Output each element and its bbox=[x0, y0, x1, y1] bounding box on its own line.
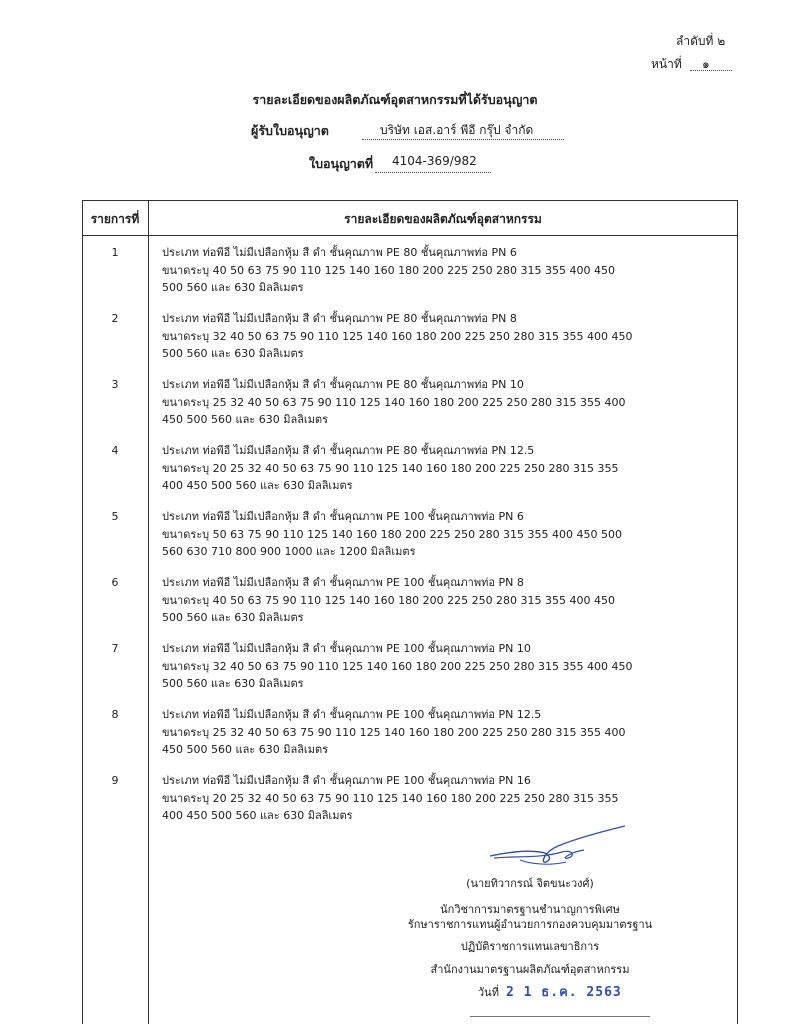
item-description bbox=[162, 640, 732, 693]
item-number: 1 bbox=[111, 246, 119, 259]
table-row bbox=[82, 372, 738, 438]
licensee-value: บริษัท เอส.อาร์ พีอี กรุ๊ป จำกัด bbox=[380, 123, 534, 137]
item-description bbox=[162, 244, 732, 297]
item-description bbox=[162, 574, 732, 627]
item-number: 5 bbox=[111, 510, 119, 523]
description-line: ประเภท ท่อพีอี ไม่มีเปลือกหุ้ม สี ดำ ชั้นคุณภาพ PE 80 ชั้นคุณภาพท่อ PN 10 bbox=[162, 378, 524, 391]
description-line: ประเภท ท่อพีอี ไม่มีเปลือกหุ้ม สี ดำ ชั้นคุณภาพ PE 80 ชั้นคุณภาพท่อ PN 12.5 bbox=[162, 444, 535, 457]
description-line: 450 500 560 และ 630 มิลลิเมตร bbox=[162, 413, 328, 426]
description-line: ขนาดระบุ 20 25 32 40 50 63 75 90 110 125 140 160 180 200 225 250 280 315 355 bbox=[162, 461, 619, 475]
item-description bbox=[162, 772, 732, 825]
licensee-underline bbox=[362, 139, 564, 140]
description-line: ขนาดระบุ 20 25 32 40 50 63 75 90 110 125 140 160 180 200 225 250 280 315 355 bbox=[162, 791, 619, 805]
table-row bbox=[82, 240, 738, 306]
description-line: ขนาดระบุ 25 32 40 50 63 75 90 110 125 140 160 180 200 225 250 280 315 355 400 bbox=[162, 395, 626, 409]
handwritten-signature bbox=[480, 822, 630, 872]
description-line: ประเภท ท่อพีอี ไม่มีเปลือกหุ้ม สี ดำ ชั้นคุณภาพ PE 100 ชั้นคุณภาพท่อ PN 6 bbox=[162, 510, 524, 523]
table-header-divider bbox=[82, 235, 738, 236]
description-line: 450 500 560 และ 630 มิลลิเมตร bbox=[162, 743, 328, 756]
signatory-on-behalf: ปฏิบัติราชการแทนเลขาธิการ bbox=[460, 940, 600, 953]
table-row bbox=[82, 702, 738, 768]
description-line: ประเภท ท่อพีอี ไม่มีเปลือกหุ้ม สี ดำ ชั้นคุณภาพ PE 100 ชั้นคุณภาพท่อ PN 8 bbox=[162, 576, 524, 589]
description-line: 500 560 และ 630 มิลลิเมตร bbox=[162, 677, 304, 690]
item-number: 9 bbox=[111, 774, 119, 787]
description-line: ประเภท ท่อพีอี ไม่มีเปลือกหุ้ม สี ดำ ชั้นคุณภาพ PE 80 ชั้นคุณภาพท่อ PN 8 bbox=[162, 312, 517, 325]
table-row bbox=[82, 570, 738, 636]
license-number-underline bbox=[375, 172, 491, 173]
description-line: ประเภท ท่อพีอี ไม่มีเปลือกหุ้ม สี ดำ ชั้นคุณภาพ PE 100 ชั้นคุณภาพท่อ PN 16 bbox=[162, 774, 531, 787]
document-title: รายละเอียดของผลิตภัณฑ์อุตสาหกรรมที่ได้รับอนุญาต bbox=[252, 92, 538, 107]
column-header-description: รายละเอียดของผลิตภัณฑ์อุตสาหกรรม bbox=[344, 212, 542, 226]
description-line: 400 450 500 560 และ 630 มิลลิเมตร bbox=[162, 809, 353, 822]
item-description bbox=[162, 508, 732, 561]
table-row bbox=[82, 768, 738, 834]
description-line: ขนาดระบุ 25 32 40 50 63 75 90 110 125 140 160 180 200 225 250 280 315 355 400 bbox=[162, 725, 626, 739]
description-line: ขนาดระบุ 40 50 63 75 90 110 125 140 160 180 200 225 250 280 315 355 400 450 bbox=[162, 593, 616, 607]
license-number-value: 4104-369/982 bbox=[392, 154, 477, 168]
item-description bbox=[162, 376, 732, 429]
licensee-label: ผู้รับใบอนุญาต bbox=[251, 123, 329, 138]
table-row bbox=[82, 504, 738, 570]
description-line: 500 560 และ 630 มิลลิเมตร bbox=[162, 281, 304, 294]
bottom-stroke bbox=[470, 1016, 650, 1017]
description-line: 500 560 และ 630 มิลลิเมตร bbox=[162, 347, 304, 360]
description-line: 400 450 500 560 และ 630 มิลลิเมตร bbox=[162, 479, 353, 492]
column-header-item-no: รายการที่ bbox=[90, 212, 140, 226]
item-number: 3 bbox=[111, 378, 119, 391]
signatory-acting-position: รักษาราชการแทนผู้อำนวยการกองควบคุมมาตรฐาน bbox=[407, 918, 653, 931]
item-number: 7 bbox=[111, 642, 119, 655]
table-row bbox=[82, 636, 738, 702]
item-description bbox=[162, 706, 732, 759]
description-line: ขนาดระบุ 32 40 50 63 75 90 110 125 140 160 180 200 225 250 280 315 355 400 450 bbox=[162, 329, 633, 343]
item-number: 6 bbox=[111, 576, 119, 589]
page-label: หน้าที่ bbox=[651, 57, 682, 71]
date-label: วันที่ bbox=[478, 986, 499, 999]
page-number-underline bbox=[690, 70, 732, 71]
signatory-name: (นายทิวากรณ์ จิตขนะวงศ์) bbox=[466, 877, 594, 890]
date-stamp: 2 1 ธ.ค. 2563 bbox=[506, 985, 622, 1000]
description-line: 560 630 710 800 900 1000 และ 1200 มิลลิเมตร bbox=[162, 545, 416, 558]
license-number-label: ใบอนุญาตที่ bbox=[309, 156, 374, 171]
description-line: ประเภท ท่อพีอี ไม่มีเปลือกหุ้ม สี ดำ ชั้นคุณภาพ PE 80 ชั้นคุณภาพท่อ PN 6 bbox=[162, 246, 517, 259]
page-number: ๑ bbox=[702, 57, 710, 71]
description-line: ขนาดระบุ 40 50 63 75 90 110 125 140 160 180 200 225 250 280 315 355 400 450 bbox=[162, 263, 616, 277]
table-row bbox=[82, 306, 738, 372]
item-number: 2 bbox=[111, 312, 119, 325]
item-description bbox=[162, 442, 732, 495]
description-line: ขนาดระบุ 50 63 75 90 110 125 140 160 180 200 225 250 280 315 355 400 450 500 bbox=[162, 527, 623, 541]
description-line: ขนาดระบุ 32 40 50 63 75 90 110 125 140 160 180 200 225 250 280 315 355 400 450 bbox=[162, 659, 633, 673]
signatory-position: นักวิชาการมาตรฐานชำนาญการพิเศษ bbox=[440, 903, 620, 916]
table-row bbox=[82, 438, 738, 504]
description-line: ประเภท ท่อพีอี ไม่มีเปลือกหุ้ม สี ดำ ชั้นคุณภาพ PE 100 ชั้นคุณภาพท่อ PN 12.5 bbox=[162, 708, 542, 721]
item-number: 8 bbox=[111, 708, 119, 721]
sequence-number: ลำดับที่ ๒ bbox=[676, 34, 726, 48]
item-number: 4 bbox=[111, 444, 119, 457]
description-line: ประเภท ท่อพีอี ไม่มีเปลือกหุ้ม สี ดำ ชั้นคุณภาพ PE 100 ชั้นคุณภาพท่อ PN 10 bbox=[162, 642, 531, 655]
item-description bbox=[162, 310, 732, 363]
signatory-office: สำนักงานมาตรฐานผลิตภัณฑ์อุตสาหกรรม bbox=[430, 963, 630, 976]
description-line: 500 560 และ 630 มิลลิเมตร bbox=[162, 611, 304, 624]
